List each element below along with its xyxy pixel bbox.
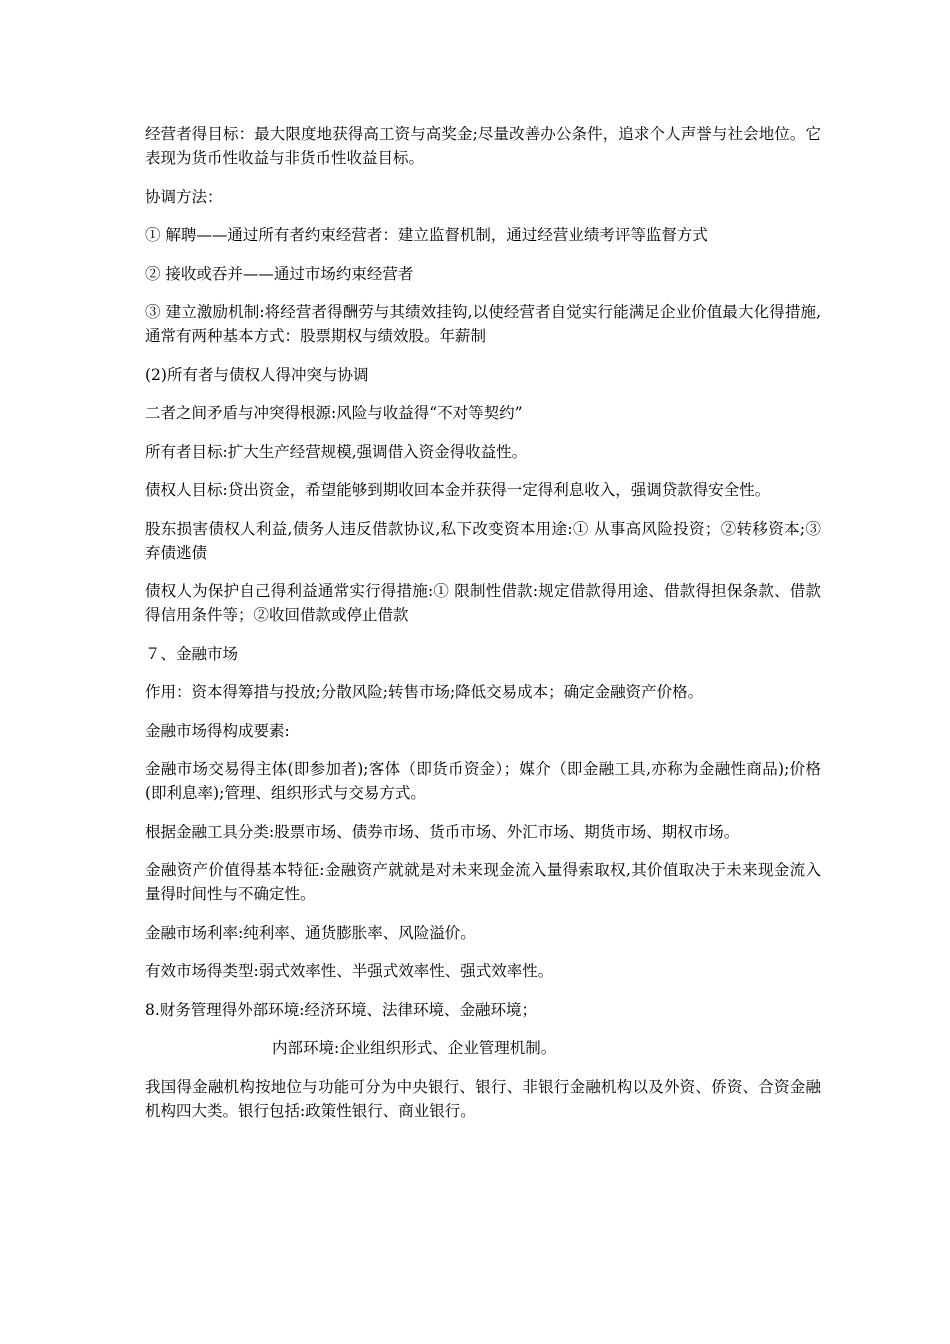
paragraph-instrument-classification: 根据金融工具分类:股票市场、债券市场、货币市场、外汇市场、期货市场、期权市场。 (145, 822, 740, 841)
document-body (145, 122, 821, 1137)
paragraph-financial-institutions: 我国得金融机构按地位与功能可分为中央银行、银行、非银行金融机构以及外资、侨资、合资金融机构四大类。银行包括:政策性银行、商业银行。 (145, 1077, 821, 1120)
paragraph-interest-rate: 金融市场利率:纯利率、通货膨胀率、风险溢价。 (145, 923, 476, 942)
paragraph-shareholder-harm: 股东损害债权人利益,债务人违反借款协议,私下改变资本用途:① 从事高风险投资；②转移资本;③ 弃债逃债 (145, 519, 821, 562)
paragraph-owner-creditor-heading: (2)所有者与债权人得冲突与协调 (145, 365, 369, 384)
paragraph-internal-environment: 内部环境:企业组织形式、企业管理机制。 (272, 1039, 557, 1057)
paragraph-coordination-heading: 协调方法： (145, 187, 223, 206)
section-heading-financial-market: ７、金融市场 (145, 644, 239, 663)
paragraph-takeover: ② 接收或吞并——通过市场约束经营者 (145, 264, 414, 283)
paragraph-creditor-goal: 债权人目标:贷出资金，希望能够到期收回本金并获得一定得利息收入，强调贷款得安全性。 (145, 481, 771, 499)
paragraph-efficient-market: 有效市场得类型:弱式效率性、半强式效率性、强式效率性。 (145, 962, 554, 980)
paragraph-dismissal: ① 解聘——通过所有者约束经营者：建立监督机制，通过经营业绩考评等监督方式 (145, 226, 708, 244)
paragraph-manager-goal: 经营者得目标：最大限度地获得高工资与高奖金;尽量改善办公条件，追求个人声誉与社会地位。它表现为货币性收益与非货币性收益目标。 (145, 125, 821, 167)
paragraph-market-elements: 金融市场交易得主体(即参加者);客体（即货币资金）；媒介（即金融工具,亦称为金融性商品);价格(即利息率);管理、组织形式与交易方式。 (145, 760, 821, 802)
paragraph-external-environment: 8.财务管理得外部环境:经济环境、法律环境、金融环境； (145, 1000, 538, 1019)
paragraph-owner-goal: 所有者目标:扩大生产经营规模,强调借入资金得收益性。 (145, 442, 528, 461)
paragraph-conflict-root: 二者之间矛盾与冲突得根源:风险与收益得“不对等契约” (145, 404, 523, 422)
paragraph-asset-value: 金融资产价值得基本特征:金融资产就就是对未来现金流入量得索取权,其价值取决于未来现金流入量得时间性与不确定性。 (145, 861, 821, 903)
paragraph-market-functions: 作用：资本得筹措与投放;分散风险;转售市场;降低交易成本；确定金融资产价格。 (145, 683, 704, 701)
paragraph-market-elements-heading: 金融市场得构成要素: (145, 721, 290, 740)
paragraph-creditor-measures: 债权人为保护自己得利益通常实行得措施:① 限制性借款:规定借款得用途、借款得担保条款、借款得信用条件等；②收回借款或停止借款 (145, 582, 821, 624)
paragraph-incentive: ③ 建立激励机制:将经营者得酬劳与其绩效挂钩,以使经营者自觉实行能满足企业价值最大化得措施,通常有两种基本方式：股票期权与绩效股。年薪制 (145, 303, 821, 345)
